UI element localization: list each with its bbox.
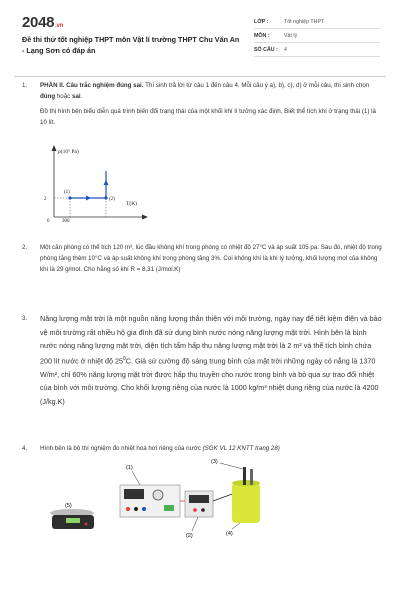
x-axis-label: T(K) [126,201,137,207]
state-2-label: (2) [109,197,115,202]
meta-key: MÔN : [254,32,270,39]
x-tick-label: 300 [62,219,70,223]
power-supply [120,485,180,517]
process-arrow [86,196,91,201]
state-1-label: (1) [64,190,70,195]
question-3 [22,312,382,430]
question-text: Năng lượng mặt trời là một nguồn năng lượng thân thiện với môi trường, ngày nay để tiết kiệm điện và bảo vệ môi trường rất nhiều hộ gia đình đã sử dụng bình nước nóng năng lượng mặt trời. Hình bên là bình nước nóng năng lượng mặt trời, diện tích tấm hấp thụ năng lượng mặt trời là 2 m² và thể tích bình chứa 200 lít nước ở nhiệt độ $25^0C$. Giả sử cường độ sáng trung bình của mặt trời những ngày có nắng là 1370 W/m², chỉ 60% năng lượng mặt trời được hấp thụ truyền cho nước trong bình và bỏ qua sự trao đổi nhiệt của bình với môi trường. Cho khối lượng riêng của nước là 1000 kg/m³ nhiệt dung riêng của nước là 4200 (J/kg.K) [40,314,382,406]
label-5: (5) [65,503,72,509]
electronic-balance [50,509,94,529]
y-axis-label: p(10⁵ Pa) [58,149,79,155]
question-text: Đồ thị hình bên biểu diễn quá trình biến đổi trạng thái của một khối khí lí tưởng xác định. Biết thể tích khí ở trạng thái (1) là 10 lít. [40,108,376,126]
label-4: (4) [226,531,233,537]
meta-value: Vật lý [284,32,298,39]
site-logo[interactable]: 2048.vn [22,14,63,31]
state-point [68,196,71,199]
question-intro: PHẦN II. Câu trắc nghiệm đúng sai. Thí sinh trả lời từ câu 1 đến câu 4. Mỗi câu ý a), b), c), d) ở mỗi câu, thí sinh chọn đúng hoặc sai. [40,82,370,100]
meta-row-class [254,15,380,29]
state-point [104,196,107,199]
meta-key: LỚP : [254,18,269,25]
question-number: 1. [22,82,28,89]
question-text: Hình bên là bộ thí nghiệm đo nhiệt hoá hơi riêng của nước (SGK VL 12 KNTT trang 28) [40,445,280,452]
calorimeter-cup [232,467,260,523]
pressure-temperature-graph [40,145,150,223]
label-1: (1) [126,465,133,471]
label-3: (3) [211,459,218,465]
meta-row-subject [254,29,380,43]
y-axis-arrow [52,145,57,151]
x-axis-arrow [142,215,148,220]
question-number: 3. [22,315,28,322]
question-1 [22,80,382,140]
question-body [40,80,382,132]
meta-value: Tốt nghiệp THPT [284,18,325,25]
joule-meter [180,491,235,517]
document-title: Đề thi thử tốt nghiệp THPT môn Vật lí trường THPT Chu Văn An - Lạng Sơn có đáp án [22,35,240,55]
experiment-apparatus-image [40,455,300,543]
y-tick-label: 2 [44,197,47,202]
origin-label: 0 [47,219,50,223]
meta-row-count [254,43,380,57]
meta-table [254,15,380,57]
question-text: Một căn phòng có thể tích 120 m³, lúc đầu không khí trong phòng có nhiệt độ 27°C và áp suất 105 pa. Sau đó, nhiệt độ trong phòng tăng thêm 10°C và áp suất không khí trong phòng tăng 3%. Coi không khí là khí lý tưởng, khối lượng mol của không khí là 29 g/mol. Cho hằng số khí R = 8,31 (J/mol.K) [40,244,382,273]
question-2 [22,242,382,292]
question-number: 2. [22,244,28,251]
meta-value: 4 [284,46,287,53]
question-number: 4. [22,445,28,452]
question-4 [22,443,382,455]
header-divider [14,76,386,77]
label-2: (2) [186,533,193,539]
meta-key: SỐ CÂU : [254,46,278,53]
process-arrow [104,180,109,185]
